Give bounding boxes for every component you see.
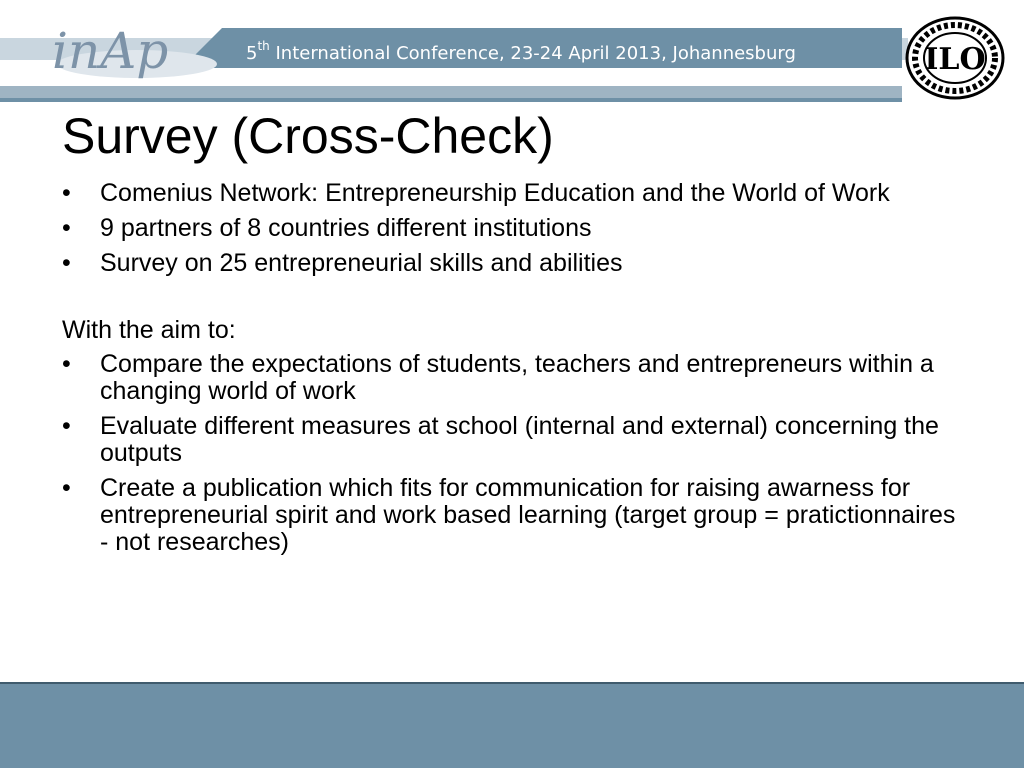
bullet-item: • Survey on 25 entrepreneurial skills and abilities <box>62 250 962 277</box>
footer-band <box>0 682 1024 768</box>
svg-text:ILO: ILO <box>924 42 986 77</box>
bullet-list-top <box>62 180 962 277</box>
header-underline-band <box>0 86 902 102</box>
spacer <box>62 285 962 317</box>
svg-text:inAp: inAp <box>52 22 169 80</box>
inap-logo <box>52 14 222 84</box>
bullet-item: • Evaluate different measures at school (internal and external) concerning the outputs <box>62 413 962 467</box>
bullet-item: • Create a publication which fits for communication for raising awarness for entrepreneurial spirit and work based learning (target group = pratictionnaires - not researches) <box>62 475 962 556</box>
aim-label: With the aim to: <box>62 316 236 344</box>
conference-title: 5th International Conference, 23-24 April 2013, Johannesburg <box>246 39 796 64</box>
bullet-item: • Compare the expectations of students, teachers and entrepreneurs within a changing world of work <box>62 351 962 405</box>
ilo-seal <box>904 16 1006 100</box>
bullet-list-aim <box>62 351 962 556</box>
slide-title: Survey (Cross-Check) <box>62 108 554 164</box>
bullet-item: • 9 partners of 8 countries different institutions <box>62 215 962 242</box>
bullet-item: • Comenius Network: Entrepreneurship Education and the World of Work <box>62 180 962 207</box>
slide-body <box>62 180 962 564</box>
